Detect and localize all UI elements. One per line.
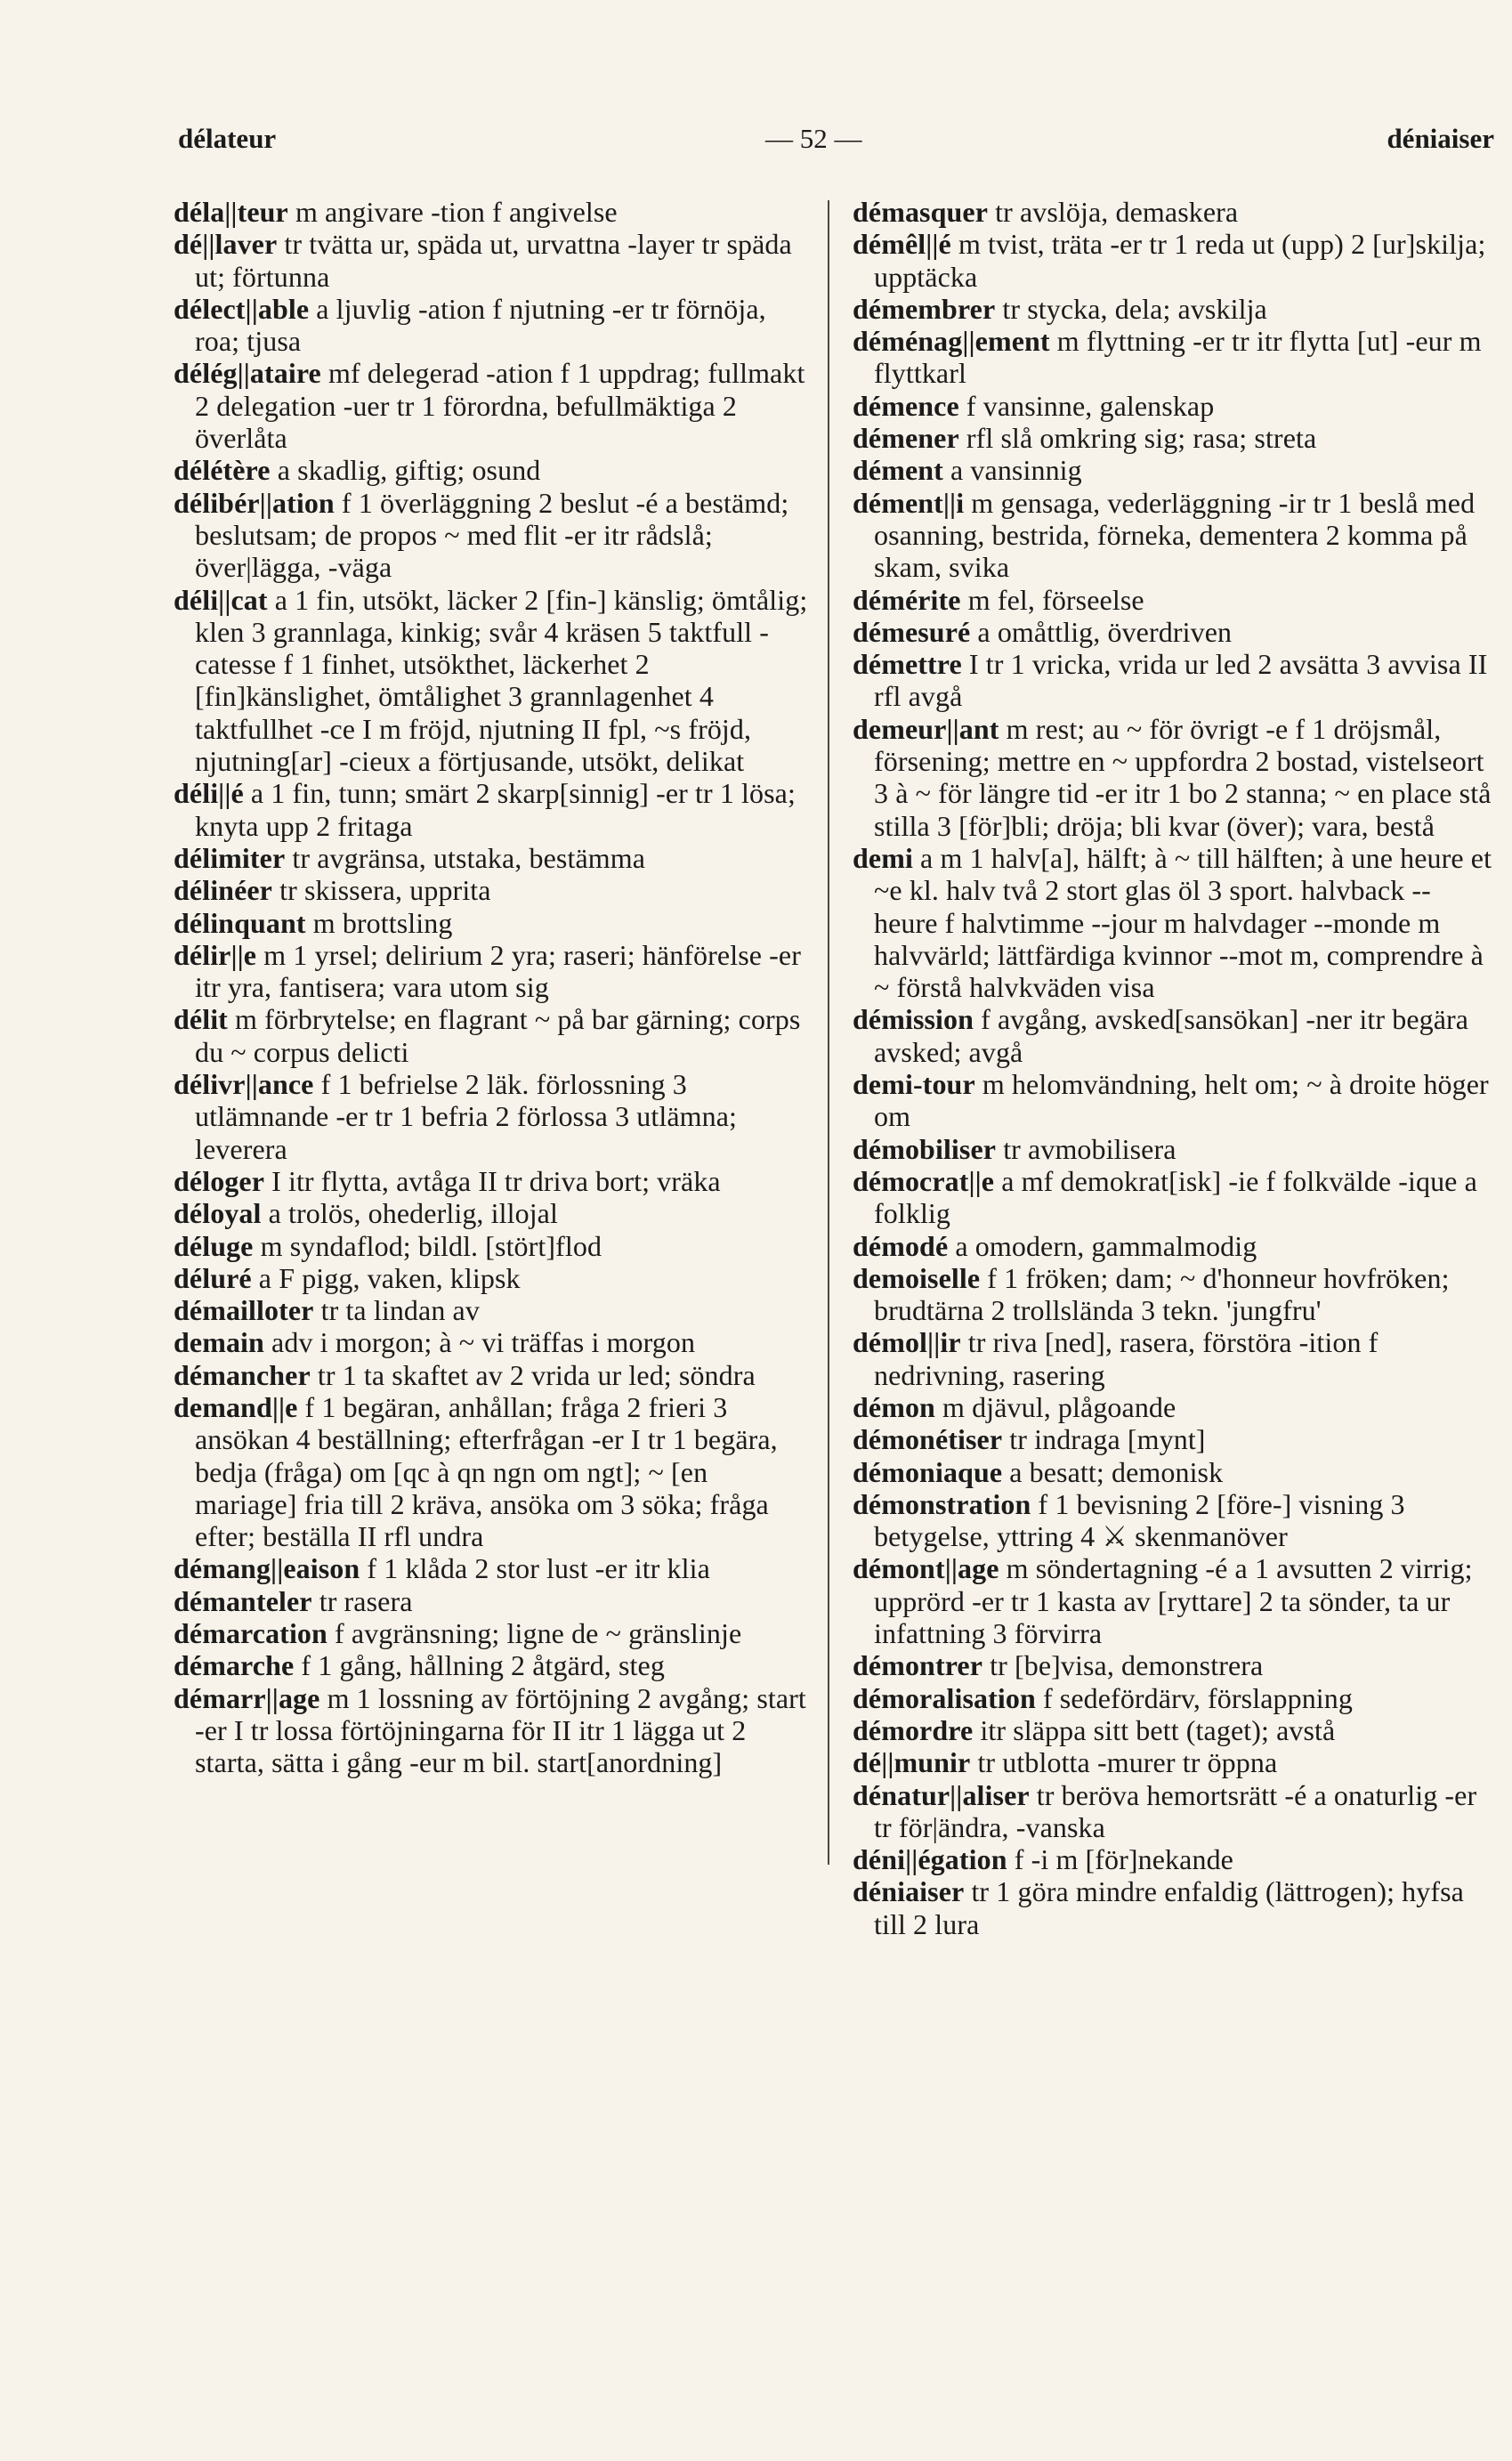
headword: démol||ir — [853, 1326, 961, 1359]
headword: déli||cat — [174, 583, 268, 616]
headword: déloger — [174, 1164, 264, 1197]
dictionary-entry — [174, 454, 814, 486]
headword: délétère — [174, 454, 271, 487]
guide-word-left: délateur — [178, 123, 277, 154]
definition: f -i m [för]nekande — [1007, 1843, 1233, 1876]
headword: déniaiser — [853, 1875, 965, 1908]
dictionary-entry — [174, 1585, 814, 1617]
definition: a m 1 halv[a], hälft; à ~ till hälften; à une heure et ~e kl. halv två 2 stort glas öl 3 sport. halvback --heure f halvtimme --jour m halvdager --monde m halvvärld; lättfärdiga kvinnor --mot m, comprendre à ~ förstå halvkväden visa — [874, 841, 1492, 1004]
definition: tr stycka, dela; avskilja — [995, 292, 1267, 325]
definition: a trolös, ohederlig, illojal — [261, 1197, 558, 1230]
dictionary-entry — [853, 325, 1493, 390]
headword: déluré — [174, 1261, 252, 1294]
headword: dénatur||aliser — [853, 1778, 1030, 1811]
dictionary-entry — [853, 713, 1493, 842]
headword: demand||e — [174, 1390, 298, 1423]
dictionary-entry — [853, 1488, 1493, 1553]
definition: tr skissera, upprita — [272, 874, 491, 907]
dictionary-entry — [174, 1165, 814, 1197]
headword: dément — [853, 454, 943, 487]
definition: tr tvätta ur, späda ut, urvattna -layer tr späda ut; förtunna — [195, 228, 792, 293]
headword: démonstration — [853, 1487, 1031, 1520]
definition: rfl slå omkring sig; rasa; streta — [958, 422, 1317, 455]
dictionary-entry — [853, 487, 1493, 584]
dictionary-entry — [174, 1552, 814, 1584]
definition: tr 1 ta skaftet av 2 vrida ur led; söndra — [310, 1358, 756, 1391]
dictionary-entry — [853, 1068, 1493, 1133]
dictionary-entry — [174, 1391, 814, 1552]
headword: demoiselle — [853, 1261, 981, 1294]
dictionary-entry — [174, 1197, 814, 1229]
definition: m fel, förseelse — [960, 583, 1144, 616]
dictionary-entry — [174, 1617, 814, 1649]
dictionary-entry — [853, 1779, 1493, 1844]
headword: démang||eaison — [174, 1552, 360, 1585]
definition: tr avmobilisera — [996, 1132, 1176, 1165]
definition: a 1 fin, utsökt, läcker 2 [fin-] känslig; ömtålig; klen 3 grannlaga, kinkig; svår 4 kräsen 5 taktfull -catesse f 1 finhet, utsökthet, läckerhet 2 [fin]känslighet, ömtålighet 3 grannlagenhet 4 taktfullhet -ce I m fröjd, njutning II fpl, ~s fröjd, njutning[ar] -cieux a förtjusande, utsökt, delikat — [195, 583, 808, 778]
definition: f 1 befrielse 2 läk. förlossning 3 utlämnande -er tr 1 befria 2 förlossa 3 utlämna; leverera — [195, 1068, 738, 1165]
headword: dé||munir — [853, 1746, 971, 1779]
headword: démasquer — [853, 196, 989, 228]
definition: f vansinne, galenskap — [958, 389, 1215, 422]
headword: demi — [853, 841, 913, 874]
definition: tr avgränsa, utstaka, bestämma — [285, 841, 646, 874]
headword: démontrer — [853, 1649, 983, 1682]
headword: démailloter — [174, 1294, 314, 1327]
definition: m flyttning -er tr itr flytta [ut] -eur m flyttkarl — [874, 325, 1482, 390]
headword: démordre — [853, 1713, 974, 1746]
dictionary-entry — [174, 1003, 814, 1068]
definition: m rest; au ~ för övrigt -e f 1 dröjsmål, försening; mettre en ~ uppfordra 2 bostad, vistelseort 3 à ~ för längre tid -er itr 1 bo 2 stanna; ~ en place stå stilla 3 [för]bli; dröja; bli kvar (över); vara, bestå — [874, 712, 1492, 842]
headword: demain — [174, 1326, 264, 1359]
definition: tr ta lindan av — [313, 1294, 480, 1327]
dictionary-entry — [853, 196, 1493, 228]
headword: démon — [853, 1390, 935, 1423]
dictionary-entry — [853, 1843, 1493, 1875]
headword: démodé — [853, 1229, 949, 1262]
headword: déluge — [174, 1229, 254, 1262]
page-number: — 52 — — [765, 123, 862, 154]
definition: f avgång, avsked[sansökan] -ner itr begära avsked; avgå — [874, 1003, 1469, 1068]
dictionary-entry — [853, 1003, 1493, 1068]
headword: démission — [853, 1003, 974, 1036]
definition: a ljuvlig -ation f njutning -er tr förnöja, roa; tjusa — [195, 292, 766, 358]
dictionary-entry — [174, 228, 814, 293]
dictionary-entry — [174, 357, 814, 454]
definition: a F pigg, vaken, klipsk — [251, 1261, 521, 1294]
dictionary-entry — [853, 454, 1493, 486]
dictionary-entry — [853, 1230, 1493, 1262]
definition: a omåttlig, överdriven — [970, 615, 1233, 648]
definition: m djävul, plågoande — [934, 1390, 1176, 1423]
dictionary-entry — [853, 1133, 1493, 1165]
dictionary-entry — [174, 842, 814, 874]
guide-word-right: déniaiser — [1387, 123, 1494, 154]
definition: a omodern, gammalmodig — [948, 1229, 1257, 1262]
definition: a besatt; demonisk — [1002, 1455, 1224, 1488]
definition: tr utblotta -murer tr öppna — [970, 1746, 1278, 1779]
dictionary-entry — [853, 1391, 1493, 1423]
dictionary-entry — [853, 842, 1493, 1003]
headword: démence — [853, 389, 959, 422]
dictionary-entry — [853, 616, 1493, 648]
dictionary-entry — [174, 777, 814, 842]
dictionary-entry — [174, 584, 814, 778]
dictionary-entry — [853, 390, 1493, 422]
dictionary-entry — [174, 196, 814, 228]
definition: tr rasera — [311, 1584, 413, 1617]
definition: tr [be]visa, demonstrera — [982, 1649, 1264, 1682]
headword: déloyal — [174, 1197, 262, 1230]
definition: f avgränsning; ligne de ~ gränslinje — [327, 1617, 742, 1650]
definition: f 1 överläggning 2 beslut -é a bestämd; beslutsam; de propos ~ med flit -er itr rådslå; över|lägga, -väga — [195, 486, 789, 584]
headword: démettre — [853, 648, 962, 681]
dictionary-entry — [174, 487, 814, 584]
headword: démont||age — [853, 1552, 999, 1585]
headword: démocrat||e — [853, 1164, 995, 1197]
dictionary-entry — [174, 1294, 814, 1326]
definition: m söndertagning -é a 1 avsutten 2 virrig; upprörd -er tr 1 kasta av [ryttare] 2 ta sönder, ta ur infattning 3 förvirra — [874, 1552, 1473, 1650]
definition: I tr 1 vricka, vrida ur led 2 avsätta 3 avvisa II rfl avgå — [874, 648, 1488, 713]
dictionary-entry — [853, 1714, 1493, 1746]
definition: tr beröva hemortsrätt -é a onaturlig -er tr för|ändra, -vanska — [874, 1778, 1477, 1843]
headword: délimiter — [174, 841, 286, 874]
definition: m tvist, träta -er tr 1 reda ut (upp) 2 [ur]skilja; upptäcka — [874, 228, 1486, 293]
dictionary-entry — [174, 1068, 814, 1165]
definition: tr indraga [mynt] — [1002, 1423, 1206, 1456]
definition: m gensaga, vederläggning -ir tr 1 beslå med osanning, bestrida, förneka, dementera 2 komma på skam, svika — [874, 486, 1476, 584]
definition: itr släppa sitt bett (taget); avstå — [973, 1713, 1336, 1746]
dictionary-entry — [174, 1682, 814, 1779]
dictionary-entry — [853, 1262, 1493, 1327]
definition: f 1 bevisning 2 [före-] visning 3 betygelse, yttring 4 ⚔ skenmanöver — [874, 1487, 1405, 1553]
dictionary-entry — [174, 1262, 814, 1294]
definition: tr riva [ned], rasera, förstöra -ition f nedrivning, rasering — [874, 1326, 1379, 1391]
dictionary-entry — [853, 293, 1493, 325]
headword: démesuré — [853, 615, 971, 648]
dictionary-entry — [174, 939, 814, 1004]
dictionary-entry — [853, 1423, 1493, 1455]
dictionary-entry — [853, 1326, 1493, 1391]
headword: déli||é — [174, 777, 244, 810]
definition: m brottsling — [305, 906, 453, 939]
definition: m syndaflod; bildl. [stört]flod — [253, 1229, 602, 1262]
headword: délit — [174, 1003, 228, 1036]
definition: tr 1 göra mindre enfaldig (lättrogen); hyfsa till 2 lura — [874, 1875, 1464, 1940]
definition: a skadlig, giftig; osund — [270, 454, 541, 487]
headword: délinquant — [174, 906, 306, 939]
headword: délinéer — [174, 874, 272, 907]
dictionary-entry — [174, 1326, 814, 1358]
dictionary-entry — [853, 1456, 1493, 1488]
headword: démener — [853, 422, 959, 455]
headword: demeur||ant — [853, 712, 999, 745]
dictionary-entry — [853, 1746, 1493, 1778]
definition: m 1 yrsel; delirium 2 yra; raseri; hänförelse -er itr yra, fantisera; vara utom sig — [195, 938, 801, 1004]
headword: démobiliser — [853, 1132, 997, 1165]
dictionary-entry — [853, 1649, 1493, 1681]
definition: f 1 gång, hållning 2 åtgärd, steg — [294, 1649, 665, 1682]
headword: démarr||age — [174, 1681, 320, 1714]
definition: m helomvändning, helt om; ~ à droite höger om — [874, 1068, 1489, 1133]
dictionary-entry — [174, 874, 814, 906]
headword: délibér||ation — [174, 486, 335, 519]
definition: adv i morgon; à ~ vi träffas i morgon — [263, 1326, 696, 1359]
definition: f 1 fröken; dam; ~ d'honneur hovfröken; brudtärna 2 trollslända 3 tekn. 'jungfru' — [874, 1261, 1450, 1327]
headword: démérite — [853, 583, 961, 616]
dictionary-entry — [853, 1552, 1493, 1649]
headword: déménag||ement — [853, 325, 1050, 358]
headword: délir||e — [174, 938, 257, 971]
definition: tr avslöja, demaskera — [988, 196, 1239, 228]
headword: démêl||é — [853, 228, 951, 261]
definition: f 1 klåda 2 stor lust -er itr klia — [360, 1552, 710, 1585]
headword: dé||laver — [174, 228, 278, 261]
dictionary-entry — [174, 293, 814, 358]
dictionary-entry — [174, 907, 814, 939]
headword: démarche — [174, 1649, 295, 1682]
headword: démancher — [174, 1358, 311, 1391]
headword: déla||teur — [174, 196, 288, 228]
dictionary-entry — [174, 1359, 814, 1391]
dictionary-entry — [853, 648, 1493, 713]
headword: démoniaque — [853, 1455, 1003, 1488]
dictionary-entry — [853, 1875, 1493, 1940]
right-column — [853, 196, 1493, 1940]
definition: f sedefördärv, förslappning — [1035, 1681, 1354, 1714]
dictionary-entry — [174, 1230, 814, 1262]
definition: a vansinnig — [942, 454, 1082, 487]
definition: mf delegerad -ation f 1 uppdrag; fullmakt 2 delegation -uer tr 1 förordna, befullmäktiga 2 överlåta — [195, 357, 805, 455]
definition: m angivare -tion f angivelse — [287, 196, 618, 228]
dictionary-entry — [853, 1682, 1493, 1714]
headword: délivr||ance — [174, 1068, 314, 1101]
headword: délect||able — [174, 292, 310, 325]
dictionary-entry — [853, 228, 1493, 293]
definition: m 1 lossning av förtöjning 2 avgång; start -er I tr lossa förtöjningarna för II itr 1 lägga ut 2 starta, sätta i gång -eur m bil. start[anordning] — [195, 1681, 806, 1779]
page-header — [178, 123, 1494, 162]
definition: a mf demokrat[isk] -ie f folkvälde -ique a folklig — [874, 1164, 1477, 1230]
definition: a 1 fin, tunn; smärt 2 skarp[sinnig] -er tr 1 lösa; knyta upp 2 fritaga — [195, 777, 796, 842]
headword: démarcation — [174, 1617, 327, 1650]
definition: m förbrytelse; en flagrant ~ på bar gärning; corps du ~ corpus delicti — [195, 1003, 801, 1068]
dictionary-entry — [853, 584, 1493, 616]
left-column — [174, 196, 814, 1779]
definition: I itr flytta, avtåga II tr driva bort; vräka — [264, 1164, 721, 1197]
dictionary-entry — [853, 1165, 1493, 1230]
headword: démembrer — [853, 292, 996, 325]
definition: f 1 begäran, anhållan; fråga 2 frieri 3 ansökan 4 beställning; efterfrågan -er I tr 1 begära, bedja (fråga) om [qc à qn ngn om ngt]; ~ [en mariage] fria till 2 kräva, ansöka om 3 söka; fråga efter; beställa II rfl undra — [195, 1390, 778, 1553]
headword: dément||i — [853, 486, 965, 519]
dictionary-entry — [853, 422, 1493, 454]
headword: démonétiser — [853, 1423, 1003, 1456]
headword: demi-tour — [853, 1068, 975, 1101]
headword: déni||égation — [853, 1843, 1007, 1876]
headword: démoralisation — [853, 1681, 1036, 1714]
headword: délég||ataire — [174, 357, 321, 390]
column-divider — [828, 200, 829, 1865]
dictionary-entry — [174, 1649, 814, 1681]
headword: démanteler — [174, 1584, 312, 1617]
